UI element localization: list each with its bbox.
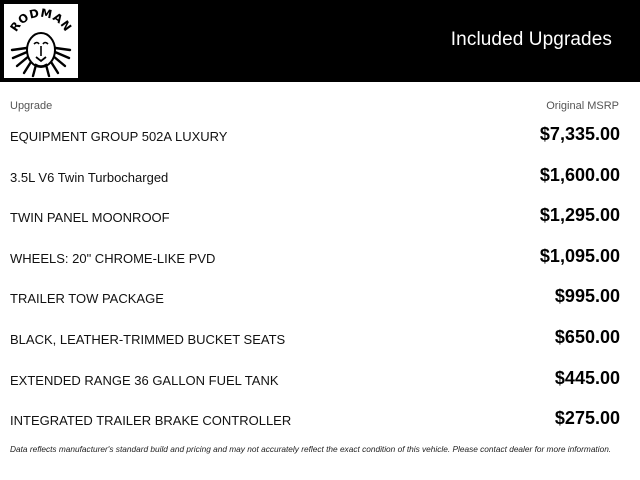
list-item (0, 197, 640, 238)
upgrade-price: $1,295.00 (539, 205, 620, 226)
upgrade-name: 3.5L V6 Twin Turbocharged (10, 169, 169, 185)
upgrade-price: $7,335.00 (539, 124, 620, 144)
list-item (0, 238, 640, 279)
upgrade-price: $275.00 (554, 408, 620, 429)
column-header-upgrade: Upgrade (10, 100, 53, 112)
upgrade-price: $1,095.00 (539, 245, 620, 266)
upgrade-price: $995.00 (554, 286, 620, 307)
disclaimer-text: Data reflects manufacturer's standard build and pricing and may not accurately reflect the exact condition of this vehicle. Please contact dealer for more information. (10, 444, 612, 454)
list-item (0, 400, 640, 441)
list-item (0, 157, 640, 198)
upgrade-price: $445.00 (554, 367, 620, 388)
page-title: Included Upgrades (450, 29, 612, 50)
lion-head-logo-icon (4, 4, 78, 78)
upgrade-name: BLACK, LEATHER-TRIMMED BUCKET SEATS (10, 331, 286, 347)
column-header-msrp: Original MSRP (546, 100, 619, 112)
upgrade-name: EQUIPMENT GROUP 502A LUXURY (10, 129, 228, 144)
upgrades-list (0, 116, 640, 441)
upgrade-name: TRAILER TOW PACKAGE (10, 291, 164, 307)
header-bar (0, 0, 640, 82)
logo-text: RODMAN (7, 5, 75, 35)
upgrade-name: WHEELS: 20" CHROME-LIKE PVD (10, 250, 216, 266)
list-item (0, 360, 640, 401)
list-item (0, 319, 640, 360)
upgrade-name: EXTENDED RANGE 36 GALLON FUEL TANK (10, 372, 279, 388)
upgrade-name: INTEGRATED TRAILER BRAKE CONTROLLER (10, 413, 292, 429)
list-item (0, 116, 640, 157)
upgrade-name: TWIN PANEL MOONROOF (10, 210, 170, 226)
list-item (0, 278, 640, 319)
svg-text:RODMAN (7, 6, 75, 35)
upgrade-price: $1,600.00 (539, 164, 620, 185)
upgrade-price: $650.00 (554, 326, 620, 347)
